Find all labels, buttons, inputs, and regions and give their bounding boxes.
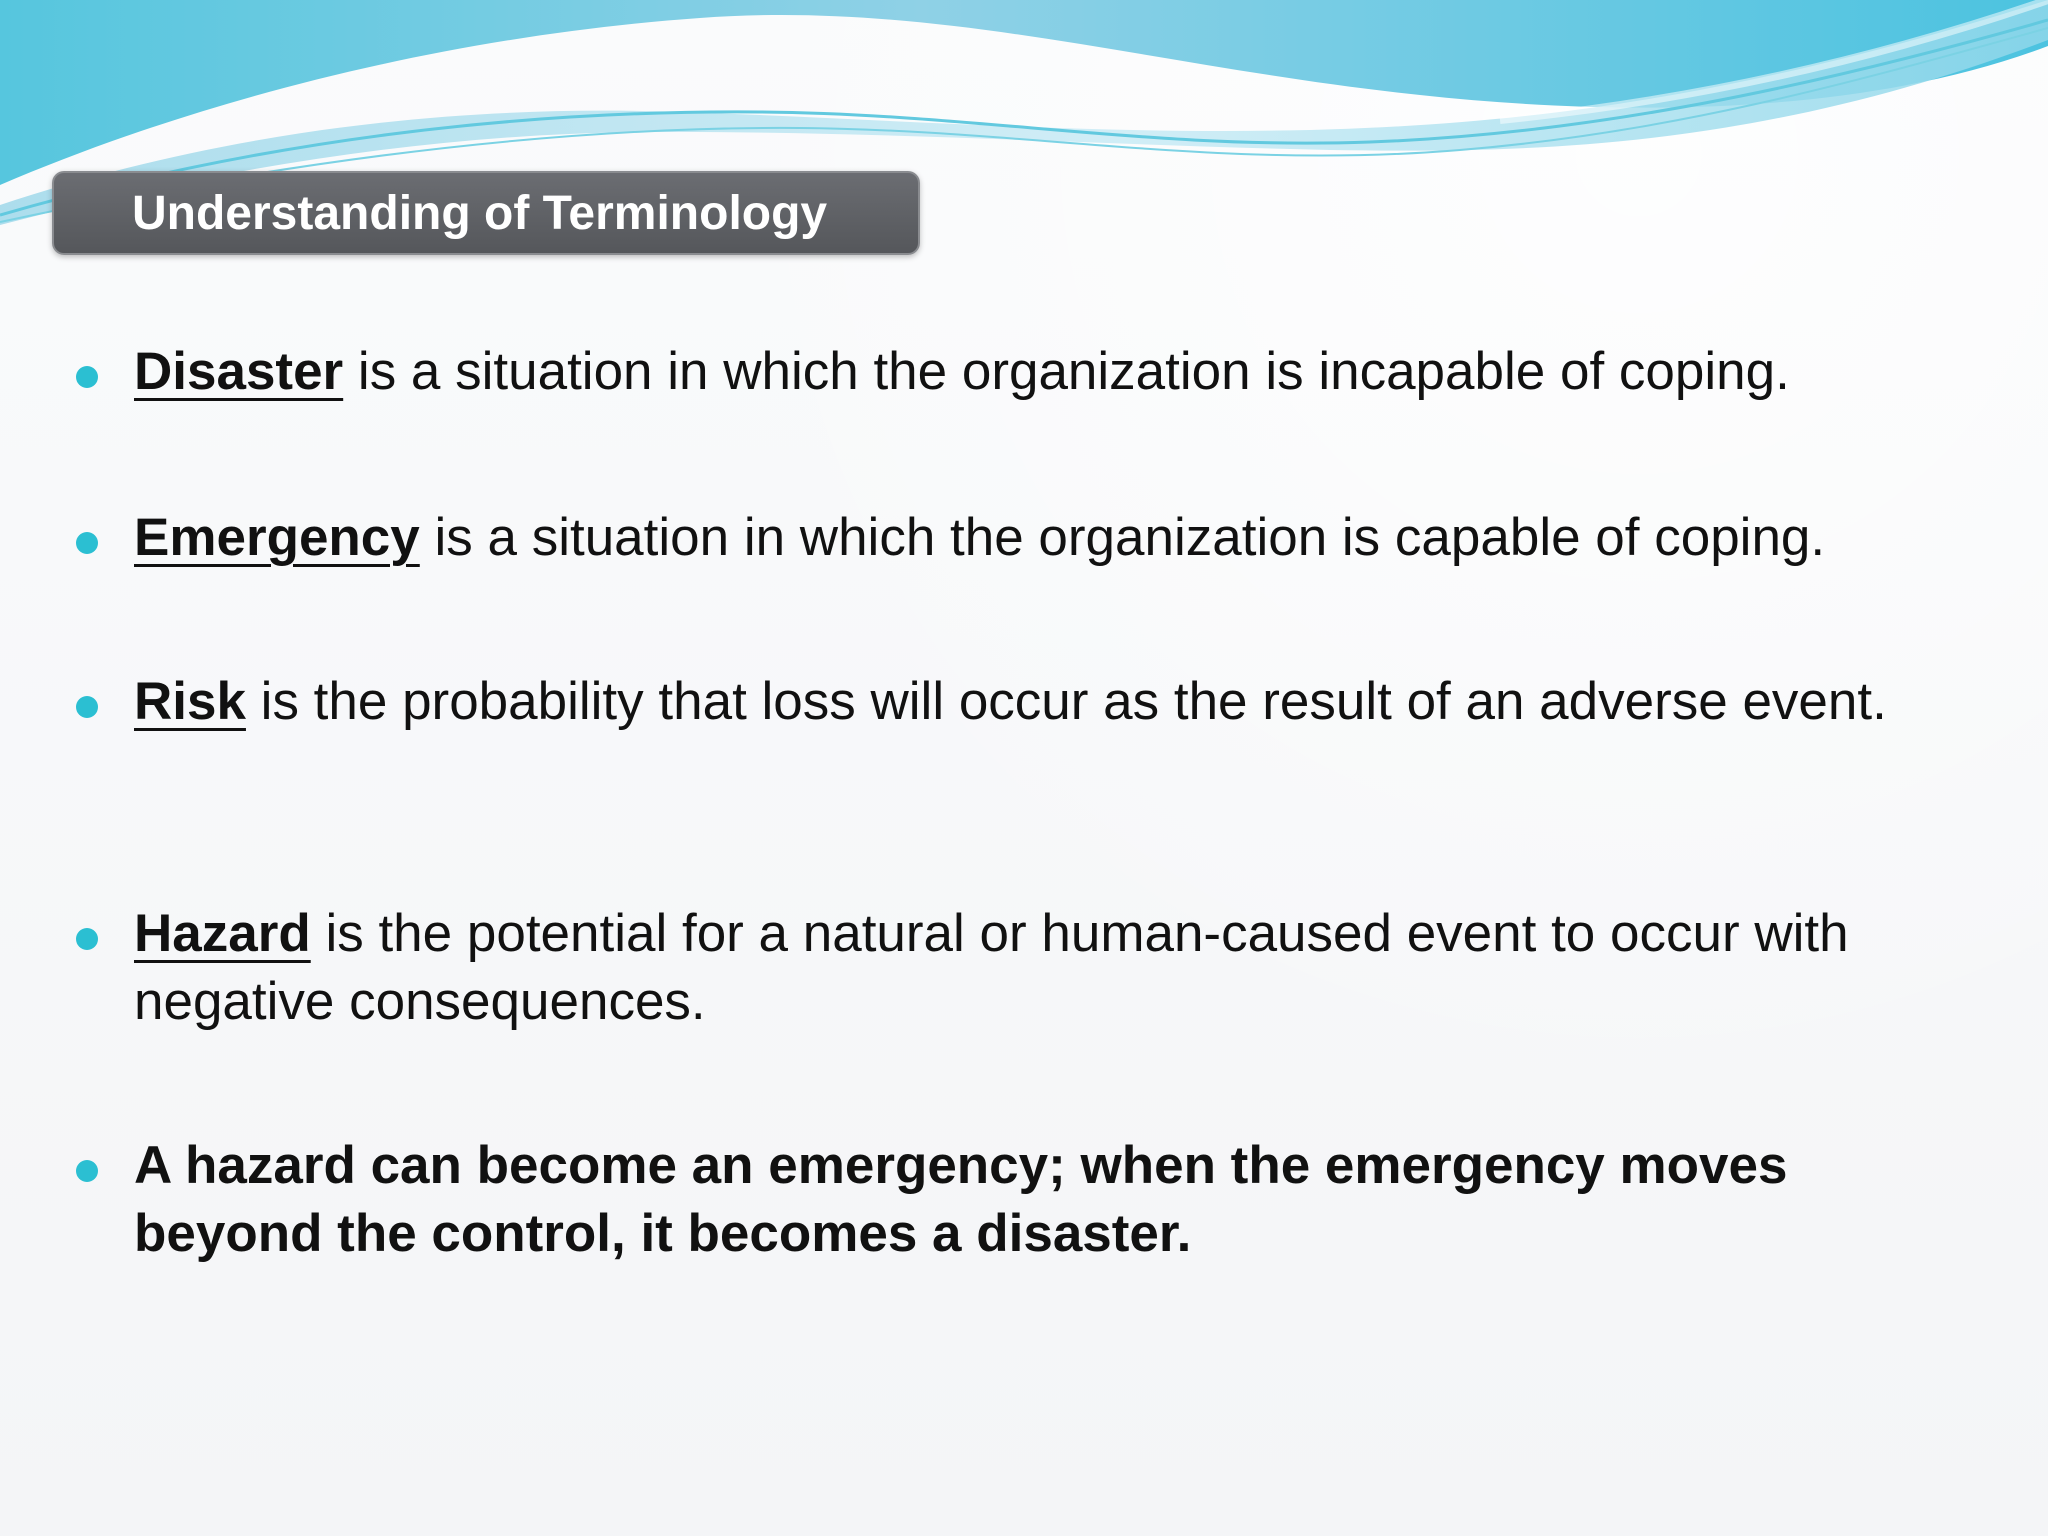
bullet-dot-icon [76, 366, 98, 388]
bullet-text [134, 668, 1924, 736]
summary-text: A hazard can become an emergency; when the emergency moves beyond the control, it becomes a disaster. [134, 1136, 1788, 1263]
bullet-dot-icon [76, 928, 98, 950]
term-risk: Risk [134, 672, 246, 731]
bullet-dot-icon [76, 532, 98, 554]
bullet-text [134, 504, 1954, 572]
definition-disaster: is a situation in which the organization is incapable of coping. [343, 342, 1790, 401]
bullet-text [134, 338, 1954, 406]
bullet-dot-icon [76, 696, 98, 718]
term-emergency: Emergency [134, 508, 420, 567]
definition-risk: is the probability that loss will occur as the result of an adverse event. [245, 672, 1887, 731]
bullet-text [134, 900, 1924, 1036]
definition-hazard: is the potential for a natural or human-caused event to occur with negative consequences. [134, 904, 1849, 1031]
bullet-dot-icon [76, 1160, 98, 1182]
definition-emergency: is a situation in which the organization is capable of coping. [419, 508, 1826, 567]
slide-title: Understanding of Terminology [132, 187, 828, 240]
term-disaster: Disaster [134, 342, 344, 401]
term-hazard: Hazard [134, 904, 311, 963]
